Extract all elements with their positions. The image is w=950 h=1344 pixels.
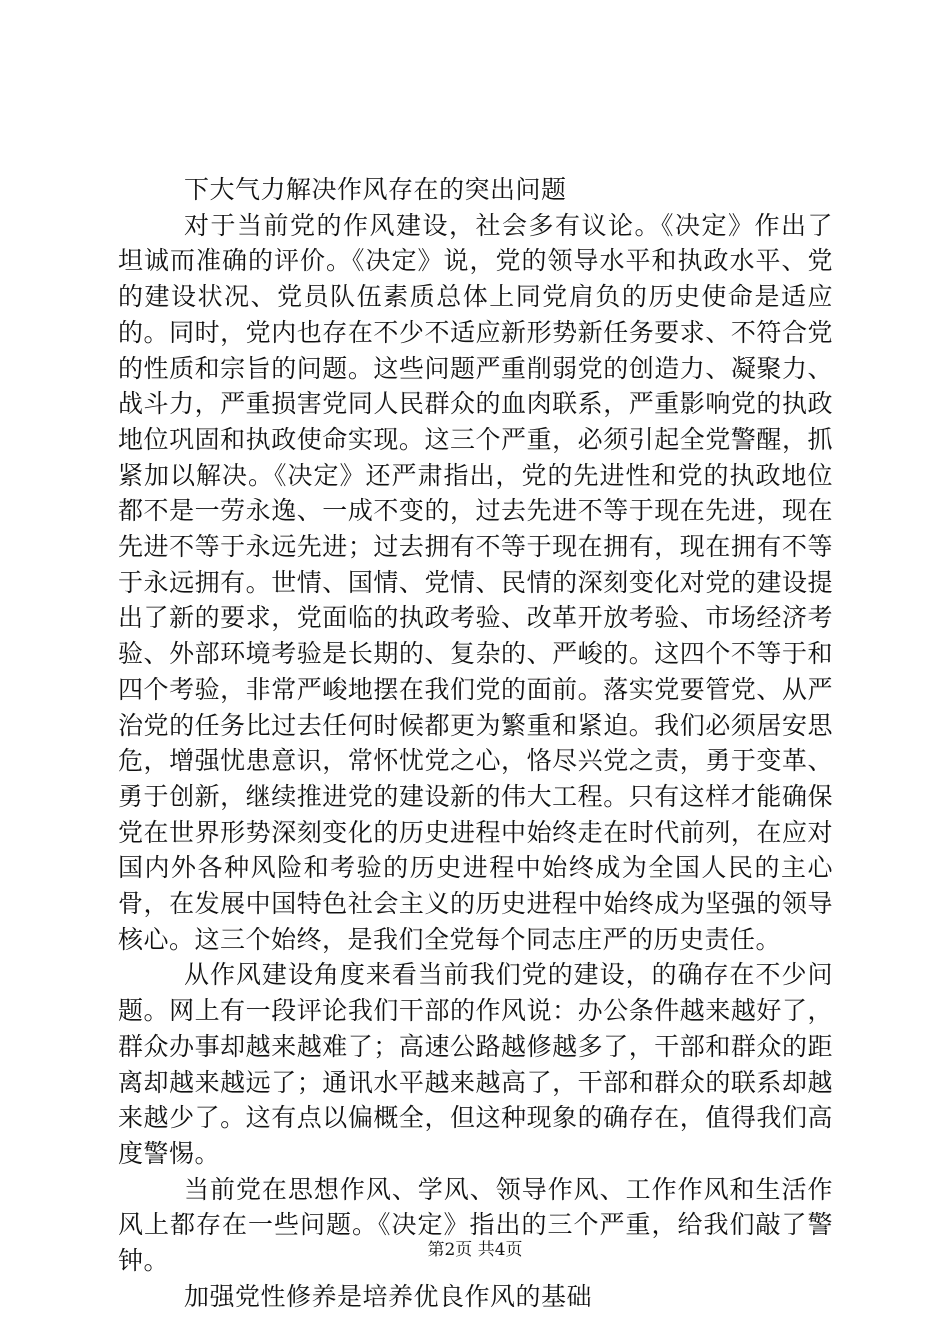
- page-number-footer: 第2页 共4页: [427, 1240, 523, 1260]
- body-paragraph: 从作风建设角度来看当前我们党的建设，的确存在不少问题。网上有一段评论我们干部的作风说：办公条件越来越好了，群众办事却越来越难了；高速公路越修越多了，干部和群众的距离却越来越远了；通讯水平越来越高了，干部和群众的联系却越来越少了。这有点以偏概全，但这种现象的确存在，值得我们高度警惕。: [118, 960, 833, 1168]
- body-paragraph: 对于当前党的作风建设，社会多有议论。《决定》作出了坦诚而准确的评价。《决定》说，党的领导水平和执政水平、党的建设状况、党员队伍素质总体上同党肩负的历史使命是适应的。同时，党内也存在不少不适应新形势新任务要求、不符合党的性质和宗旨的问题。这些问题严重削弱党的创造力、凝聚力、战斗力，严重损害党同人民群众的血肉联系，严重影响党的执政地位巩固和执政使命实现。这三个严重，必须引起全党警醒，抓紧加以解决。《决定》还严肃指出，党的先进性和党的执政地位都不是一劳永逸、一成不变的，过去先进不等于现在先进，现在先进不等于永远先进；过去拥有不等于现在拥有，现在拥有不等于永远拥有。世情、国情、党情、民情的深刻变化对党的建设提出了新的要求，党面临的执政考验、改革开放考验、市场经济考验、外部环境考验是长期的、复杂的、严峻的。这四个不等于和四个考验，非常严峻地摆在我们党的面前。落实党要管党、从严治党的任务比过去任何时候都更为繁重和紧迫。我们必须居安思危，增强忧患意识，常怀忧党之心，恪尽兴党之责，勇于变革、勇于创新，继续推进党的建设新的伟大工程。只有这样才能确保党在世界形势深刻变化的历史进程中始终走在时代前列，在应对国内外各种风险和考验的历史进程中始终成为全国人民的主心骨，在发展中国特色社会主义的历史进程中始终成为坚强的领导核心。这三个始终，是我们全党每个同志庄严的历史责任。: [118, 210, 833, 954]
- section-heading: 加强党性修养是培养优良作风的基础: [184, 1281, 593, 1311]
- body-paragraph: 当前党在思想作风、学风、领导作风、工作作风和生活作风上都存在一些问题。《决定》指出的三个严重，给我们敲了警钟。: [118, 1174, 833, 1276]
- document-body: [118, 172, 833, 1315]
- section-heading: 下大气力解决作风存在的突出问题: [184, 175, 567, 204]
